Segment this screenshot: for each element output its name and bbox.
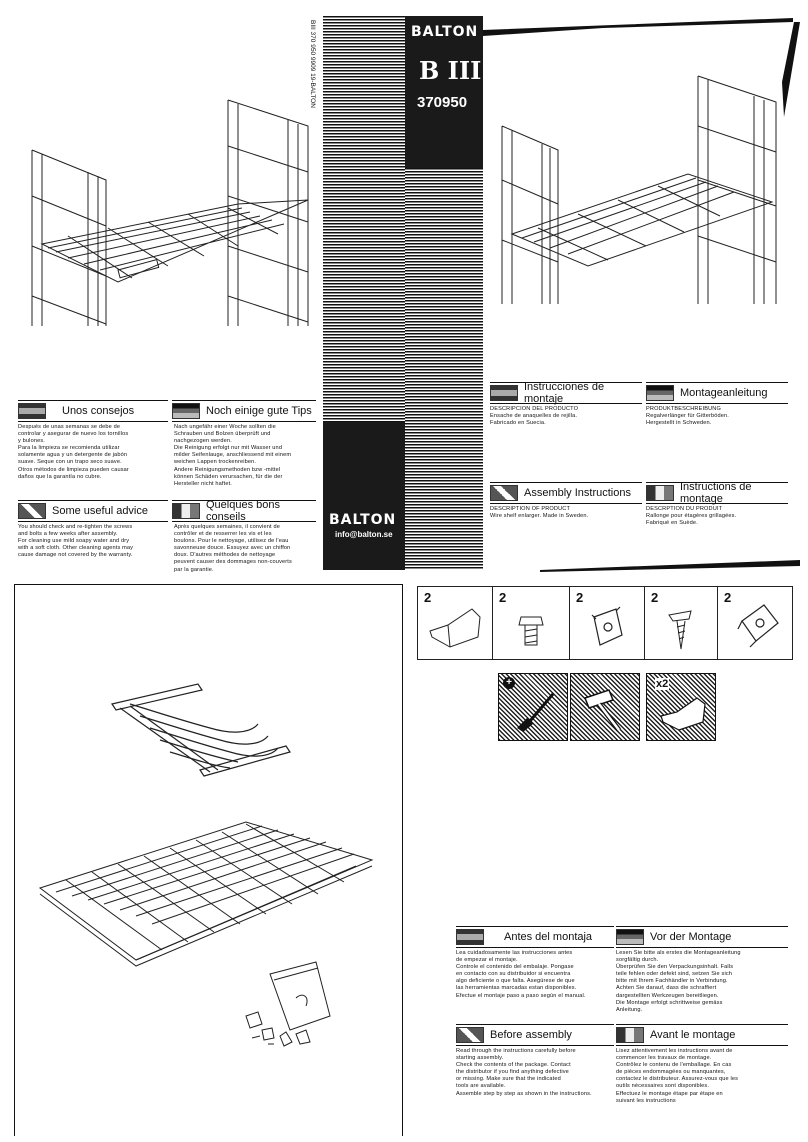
part-qty: 2 — [651, 590, 659, 605]
cover-brand-box — [405, 16, 483, 168]
shelf-illustration-right — [498, 70, 788, 304]
flag-gb-icon — [456, 1027, 484, 1043]
tool-bracket — [646, 673, 716, 741]
care-title-de: Noch einige gute Tips — [206, 405, 312, 417]
instr-heading-fr — [646, 482, 788, 504]
cover-stripes-right — [405, 168, 483, 570]
instr-heading-de — [646, 382, 788, 404]
clip-bracket-icon — [734, 601, 784, 651]
panel-border-right — [402, 584, 403, 1136]
parts-bag-illustration — [240, 958, 350, 1054]
part-cell-4 — [644, 586, 718, 660]
part-qty: 2 — [499, 590, 507, 605]
flag-es-icon — [456, 929, 484, 945]
spine-label: BIII 370 950 9909 19-BALTON — [309, 20, 316, 108]
flag-es-icon — [18, 403, 46, 419]
screw-icon — [667, 609, 697, 653]
part-cell-3 — [569, 586, 645, 660]
tool-hammer — [570, 673, 640, 741]
care-text-gb: You should check and re-tighten the screws and bolts a few weeks after assembly. For cleaning use mild soapy water and dry with a soft cloth. Other cleaning agents may cause damage not covered by the warranty. — [18, 524, 134, 559]
before-title-gb: Before assembly — [490, 1029, 572, 1041]
instr-title-fr: Instructions de montage — [680, 481, 752, 505]
back-brand-box — [323, 422, 405, 570]
care-text-fr: Après quelques semaines, il convient de contrôler et de resserrer les vis et les boulons. Pour le nettoyage, utilisez de l'eau savonneuse douce. Essuyez avec un chiffon doux. D'autres méthodes de nettoyage peuvent causer des dommages non-couverts par la garantie. — [174, 524, 292, 573]
part-cell-5 — [717, 586, 793, 660]
quantity-badge: x2 — [656, 678, 669, 690]
instr-title-gb: Assembly Instructions — [524, 487, 631, 499]
clip-square-icon — [588, 605, 628, 651]
before-title-de: Vor der Montage — [650, 931, 732, 943]
care-heading-fr — [172, 500, 316, 522]
brand-logo: BALTON — [411, 24, 479, 40]
instr-title-es: Instrucciones de montaje — [524, 381, 605, 405]
flag-gb-icon — [18, 503, 46, 519]
wire-shelf-illustration — [36, 820, 376, 970]
care-title-gb: Some useful advice — [52, 505, 148, 517]
wall-bracket-icon — [428, 607, 488, 653]
shelf-illustration-left — [28, 96, 318, 326]
flag-gb-icon — [490, 485, 518, 501]
bottom-band — [540, 560, 800, 572]
instr-heading-gb — [490, 482, 642, 504]
flag-de-icon — [616, 929, 644, 945]
before-heading-gb — [456, 1024, 614, 1046]
panel-border-left — [14, 584, 15, 1136]
bracket-icon — [659, 696, 709, 732]
part-qty: 2 — [424, 590, 432, 605]
flag-de-icon — [646, 385, 674, 401]
hammer-icon — [579, 684, 633, 734]
before-heading-de — [616, 926, 788, 948]
back-brand-logo: BALTON — [329, 512, 397, 528]
instr-text-de: PRODUKTBESCHREIBUNG Regalverlänger für Gitterböden. Hergestellt in Schweden. — [646, 406, 730, 427]
part-qty: 2 — [576, 590, 584, 605]
instr-text-gb: DESCRIPTION OF PRODUCT Wire shelf enlarger. Made in Sweden. — [490, 506, 589, 520]
part-cell-2 — [492, 586, 570, 660]
instr-title-de: Montageanleitung — [680, 387, 768, 399]
instr-text-es: DESCRIPCION DEL PRODUCTO Ensache de anaquelles de rejilla. Fabricado en Suecia. — [490, 406, 579, 427]
before-text-es: Lea cuidadosamente las instrucciones antes de empezar el montaje. Controle el contenido del embalaje. Pongase en contacto con su distribuidor si encuentra algo deficiente o que falta. Asegúrese de que las herramientas marcadas estan disponibles. Efectue el montaje paso a paso según el manual. — [456, 950, 586, 999]
flag-fr-icon — [172, 503, 200, 519]
care-title-es: Unos consejos — [62, 405, 135, 417]
care-heading-es — [18, 400, 168, 422]
care-heading-gb — [18, 500, 168, 522]
before-heading-fr — [616, 1024, 788, 1046]
model-code: 370950 — [417, 94, 468, 111]
part-cell-1 — [417, 586, 493, 660]
shelf-extension-illustration — [110, 680, 310, 790]
plus-icon: + — [503, 677, 515, 689]
instr-text-fr: DESCRPTION DU PRODUIT Rallonge pour étagères grillagées. Fabriqué en Suède. — [646, 506, 737, 527]
care-text-es: Después de unas semanas se debe de controlar y asegurar de nuevo los tornillos y bulones. Para la limpieza se recomienda utilizar solamente agua y un detergente de jabón suave. Seque con un trapo seco suave. Otros métodos de limpieza pueden causar daños que la garantía no cubre. — [18, 424, 129, 480]
care-heading-de — [172, 400, 316, 422]
flag-fr-icon — [616, 1027, 644, 1043]
care-title-fr: Quelques bons conseils — [206, 499, 280, 523]
before-text-fr: Lisez attentivement les instructions avant de commencer les travaux de montage. Contrôlez le contenu de l'emballage. En cas de pièces endommagées ou manquantes, contactez le distributeur. Assurez-vous que les outils nécessaires sont disponibles. Effectuez le montage étape par étape en suivant les instructions — [616, 1048, 739, 1104]
panel-border-top — [14, 584, 402, 585]
care-text-de: Nach ungefähr einer Woche sollten die Schrauben und Bolzen überprüft und nachgezogen werden. Die Reinigung erfolgt nur mit Wasser und milder Seifenlauge, anschliessend mit einem weichen Lappen trockenreiben. Andere Reinigungsmethoden bzw -mittel können Schäden verursachen, für die der Hersteller nicht haftet. — [174, 424, 292, 487]
model-name: B III — [419, 56, 482, 85]
flag-fr-icon — [646, 485, 674, 501]
screwdriver-icon — [513, 688, 557, 732]
before-heading-es — [456, 926, 614, 948]
part-qty: 2 — [724, 590, 732, 605]
top-band — [483, 18, 793, 38]
flag-de-icon — [172, 403, 200, 419]
before-text-gb: Read through the instructions carefully before starting assembly. Check the contents of the package. Contact the distributor if you find anything defective or missing. Make sure that the indicated tools are available. Assemble step by step as shown in the instructions. — [456, 1048, 592, 1097]
contact-email: info@balton.se — [335, 530, 393, 539]
before-title-fr: Avant le montage — [650, 1029, 736, 1041]
tool-screwdriver — [498, 673, 568, 741]
before-title-es: Antes del montaja — [504, 931, 593, 943]
before-text-de: Lesen Sie bitte als erstes die Montageanleitung sorgfältig durch. Überprüfen Sie den Verpackungsinhalt. Falls teile fehlen oder defekt sind, setzen Sie sich bitte mit Ihrem Fachhändler in Verbindung. Achten Sie darauf, dass die schraffiert dargestellten Werkzeugen bereitliegen. Die Montage erfolgt schrittweise gemäss Anleitung. — [616, 950, 741, 1013]
instr-heading-es — [490, 382, 642, 404]
flag-es-icon — [490, 385, 518, 401]
bolt-icon — [517, 611, 547, 651]
